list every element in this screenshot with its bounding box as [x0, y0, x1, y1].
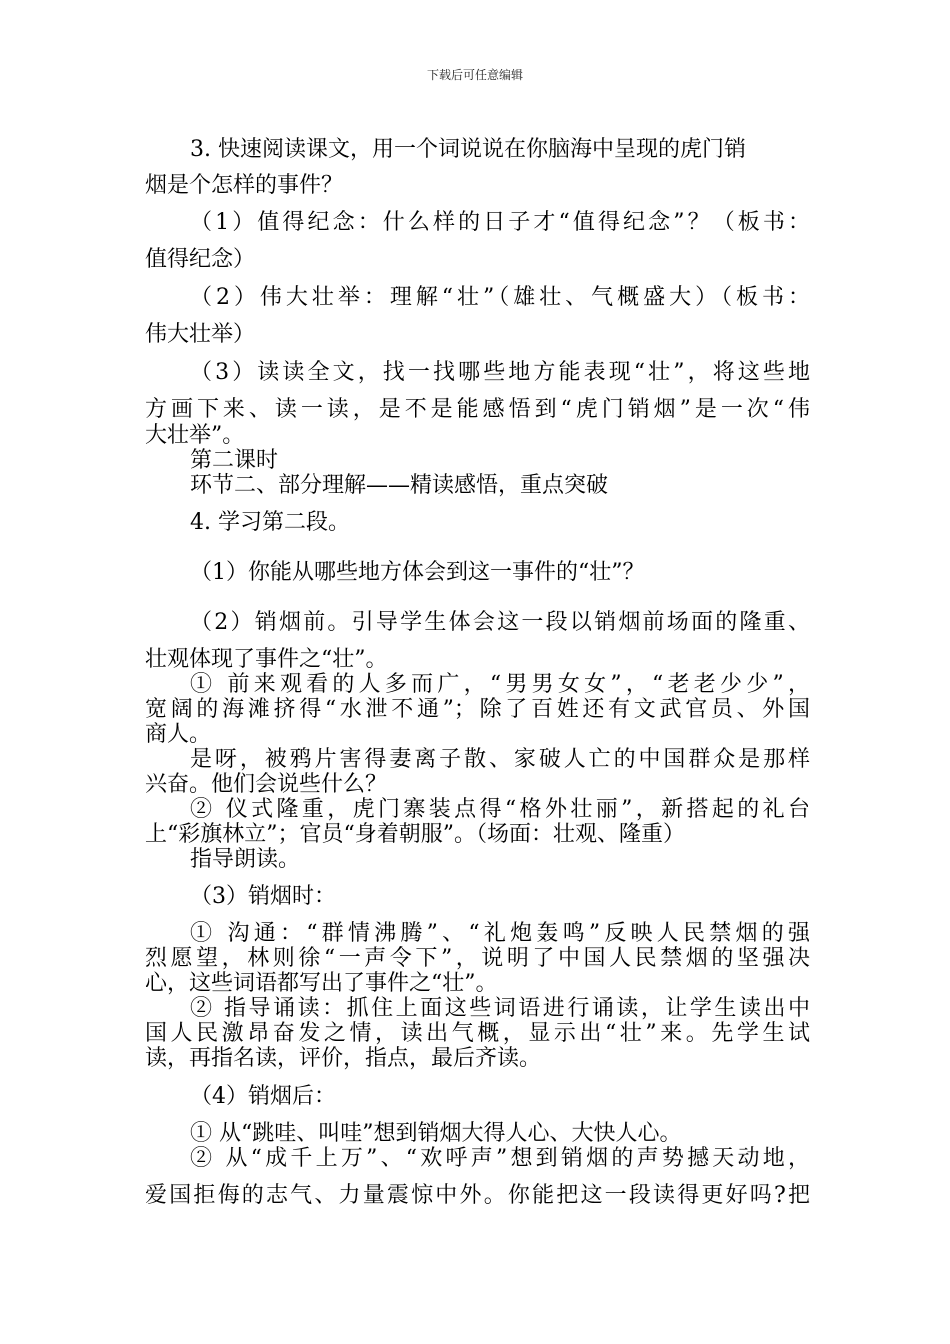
- text-line: ② 仪式隆重，虎门寨装点得“格外壮丽”，新搭起的礼台: [190, 797, 810, 822]
- text-line: 第二课时: [190, 448, 279, 473]
- text-line: 商人。: [145, 722, 212, 747]
- text-line: （2）伟大壮举：理解“壮”（雄壮、气概盛大）（板书：: [190, 285, 810, 310]
- text-line: 3. 快速阅读课文，用一个词说说在你脑海中呈现的虎门销: [190, 137, 746, 162]
- text-line: 上“彩旗林立”；官员“身着朝服”。（场面：壮观、隆重）: [145, 822, 685, 847]
- text-line: （4）销烟后：: [190, 1084, 336, 1109]
- page-header: 下载后可任意编辑: [426, 68, 523, 82]
- text-line: 爱国拒侮的志气、力量震惊中外。你能把这一段读得更好吗?把: [145, 1183, 810, 1208]
- text-line: 大壮举”。: [145, 423, 245, 448]
- text-line: 读，再指名读，评价，指点，最后齐读。: [145, 1046, 542, 1071]
- text-line: （2）销烟前。引导学生体会这一段以销烟前场面的隆重、: [190, 610, 810, 635]
- text-line: 指导朗读。: [190, 847, 301, 872]
- text-line: （3）销烟时：: [190, 884, 336, 909]
- text-line: 国人民激昂奋发之情，读出气概，显示出“壮”来。先学生试: [145, 1021, 810, 1046]
- text-line: 心，这些词语都写出了事件之“壮”。: [145, 971, 498, 996]
- text-line: ② 指导诵读：抓住上面这些词语进行诵读，让学生读出中: [190, 996, 810, 1021]
- text-line: 4. 学习第二段。: [190, 510, 350, 535]
- text-line: 是呀，被鸦片害得妻离子散、家破人亡的中国群众是那样: [190, 747, 810, 772]
- text-line: 伟大壮举）: [145, 322, 256, 347]
- text-line: 值得纪念）: [145, 247, 256, 272]
- text-line: 宽阔的海滩挤得“水泄不通”；除了百姓还有文武官员、外国: [145, 697, 810, 722]
- text-line: （1）你能从哪些地方体会到这一事件的“壮”？: [190, 560, 645, 585]
- text-line: 环节二、部分理解——精读感悟，重点突破: [190, 473, 609, 498]
- text-line: ① 沟通：“群情沸腾”、“礼炮轰鸣”反映人民禁烟的强: [190, 921, 810, 946]
- text-line: 烈愿望，林则徐“一声令下”，说明了中国人民禁烟的坚强决: [145, 946, 810, 971]
- text-line: ① 从“跳哇、叫哇”想到销烟大得人心、大快人心。: [190, 1121, 682, 1146]
- text-line: 壮观体现了事件之“壮”。: [145, 647, 388, 672]
- text-line: 兴奋。他们会说些什么？: [145, 772, 388, 797]
- text-line: 方画下来、读一读，是不是能感悟到“虎门销烟”是一次“伟: [145, 397, 810, 422]
- text-line: 烟是个怎样的事件？: [145, 173, 344, 198]
- text-line: （3）读读全文，找一找哪些地方能表现“壮”，将这些地: [190, 360, 810, 385]
- text-line: （1）值得纪念：什么样的日子才“值得纪念”？（板书：: [190, 210, 810, 235]
- text-line: ② 从“成千上万”、“欢呼声”想到销烟的声势撼天动地，: [190, 1146, 810, 1171]
- text-line: ① 前来观看的人多而广，“男男女女”，“老老少少”，: [190, 672, 810, 697]
